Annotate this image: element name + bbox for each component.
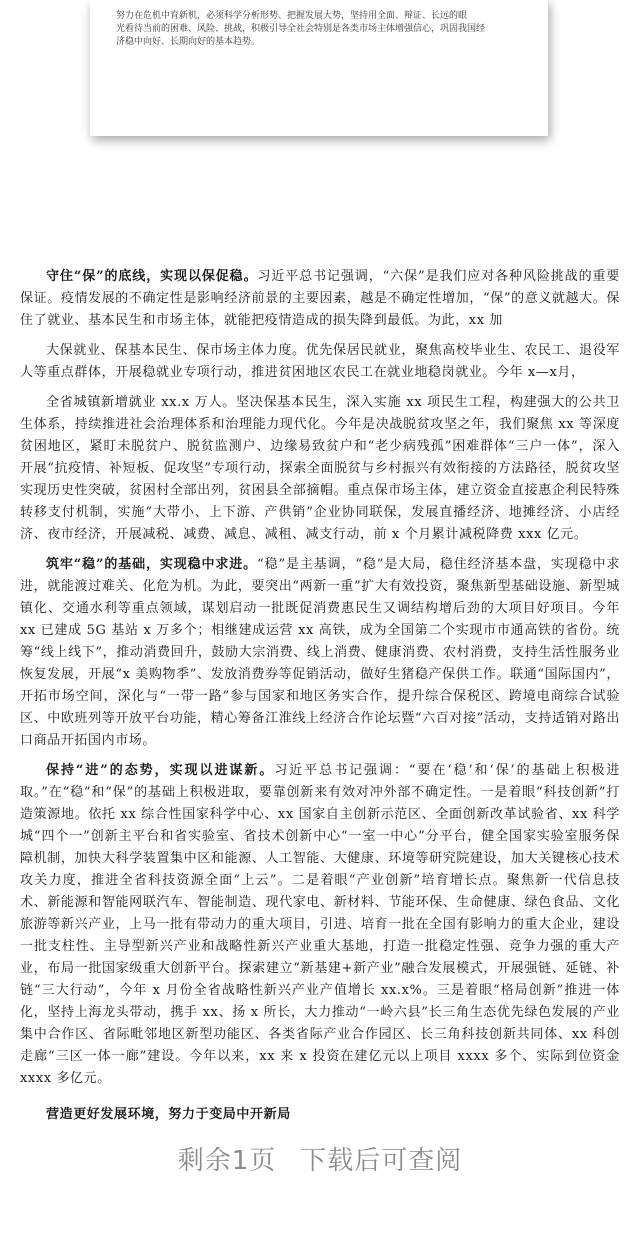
remaining-pages-label: 剩余1页 <box>177 1146 277 1176</box>
paragraph-text: “稳”是主基调，“稳”是大局，稳住经济基本盘，实现稳中求进，就能渡过难关、化危为机。为此，要突出“两新一重”扩大有效投资，聚焦新型基础设施、新型城镇化、交通水利等重点领域，谋划启动一批既促消费惠民生又调结构增后劲的大项目好项目。今年 xx 已建成 5G 基站 x 万多个；相继建成运营 xx 高铁，成为全国第二个实现市市通高铁的省份。统筹“线上线下”，推动消费回升，鼓励大宗消费、线上消费、健康消费、农村消费，支持生活性服务业恢复发展，开展“x 美购物季”、发放消费券等促销活动，做好生猪稳产保供工作。联通“国际国内”，开拓市场空间，深化与“一带一路”参与国家和地区务实合作，提升综合保税区、跨境电商综合试验区、中欧班列等开放平台功能，精心筹备江淮线上经济合作论坛暨“六百对接”活动，支持适销对路出口商品开拓国内市场。 <box>20 557 620 748</box>
paragraph-text: 习近平总书记强调：“要在‘稳’和‘保’的基础上积极进取。”在“稳”和“保”的基础上积极进取，要靠创新来有效对冲外部不确定性。一是着眼“科技创新”打造策源地。依托 xx 综合性国家科学中心、xx 国家自主创新示范区、全面创新改革试验省、xx 科学城“四个一”创新主平台和省实验室、省技术创新中心“一室一中心”分平台，健全国家实验室服务保障机制，加快大科学装置集中区和能源、人工智能、大健康、环境等研究院建设，加大关键核心技术攻关力度，推进全省科技资源全面“上云”。二是着眼“产业创新”培育增长点。聚焦新一代信息技术、新能源和智能网联汽车、智能制造、现代家电、新材料、节能环保、生命健康、绿色食品、文化旅游等新兴产业，上马一批有带动力的重大项目，引进、培育一批在全国有影响力的重大企业，建设一批支柱性、主导型新兴产业和战略性新兴产业重大基地，打造一批稳定性强、竞争力强的重大产业，布局一批国家级重大创新平台。探索建立“新基建+新产业”融合发展模式，开展强链、延链、补链“三大行动”，今年 x 月份全省战略性新兴产业产值增长 xx.x%。三是着眼“格局创新”推进一体化，坚持上海龙头带动，携手 xx、扬 x 所长，大力推动“一岭六县”长三角生态优先绿色发展的产业集中合作区、省际毗邻地区新型功能区、各类省际产业合作园区、长三角科技创新共同体、xx 科创走廊“三区一体一廊”建设。今年以来，xx 来 x 投资在建亿元以上项目 xxxx 多个、实际到位资金 xxxx 多亿元。 <box>20 763 620 1086</box>
paragraph-wen <box>20 554 620 752</box>
paragraph-text: 大保就业、保基本民生、保市场主体力度。优先保居民就业，聚焦高校毕业生、农民工、退役军人等重点群体，开展稳就业专项行动，推进贫困地区农民工在就业地稳岗就业。今年 x—x月， <box>20 343 620 380</box>
paragraph-bao <box>20 266 620 332</box>
paragraph-lead: 筑牢“稳”的基础，实现稳中求进。 <box>46 557 258 572</box>
paragraph-bao-cont <box>20 340 620 384</box>
download-to-view-label[interactable]: 下载后可查阅 <box>300 1146 463 1176</box>
paragraph-text: 全省城镇新增就业 xx.x 万人。坚决保基本民生，深入实施 xx 项民生工程，构建强大的公共卫生体系，持续推进社会治理体系和治理能力现代化。今年是决战脱贫攻坚之年，我们聚焦 xx 等深度贫困地区，紧盯未脱贫户、脱贫监测户、边缘易致贫户和“老少病残孤”困难群体“三户一体”，深入开展“抗疫情、补短板、促攻坚”专项行动，探索全面脱贫与乡村振兴有效衔接的方法路径，脱贫攻坚实现历史性突破，贫困村全部出列，贫困县全部摘帽。重点保市场主体，建立资金直接惠企利民特殊转移支付机制，实施“大带小、上下游、产供销”企业协同联保，发展直播经济、地摊经济、小店经济、夜市经济，开展减税、减费、减息、减租、减支行动，前 x 个月累计减税降费 xxx 亿元。 <box>20 395 620 542</box>
previous-page-card <box>90 0 548 136</box>
paragraph-lead: 守住“保”的底线，实现以保促稳。 <box>46 269 258 284</box>
paragraph-jin <box>20 760 620 1090</box>
paragraph-employment <box>20 392 620 546</box>
paragraph-text: 习近平总书记强调，“六保”是我们应对各种风险挑战的重要保证。疫情发展的不确定性是影响经济前景的主要因素，越是不确定性增加，“保”的意义就越大。保住了就业、基本民生和市场主体，就能把疫情造成的损失降到最低。为此，xx 加 <box>20 269 620 328</box>
paragraph-lead: 保持“进”的态势，实现以进谋新。 <box>46 763 275 778</box>
previous-page-text: 努力在危机中育新机，必须科学分析形势、把握发展大势，坚持用全面、辩证、长远的眼 光看待当前的困难、风险、挑战，积极引导全社会特别是各类市场主体增强信心，巩固我国经 济稳中向好、长期向好的基本趋势。 <box>116 11 486 47</box>
document-body <box>20 266 620 1126</box>
closing-heading: 营造更好发展环境，努力于变局中开新局 <box>46 1107 291 1122</box>
download-prompt[interactable] <box>0 1140 640 1177</box>
